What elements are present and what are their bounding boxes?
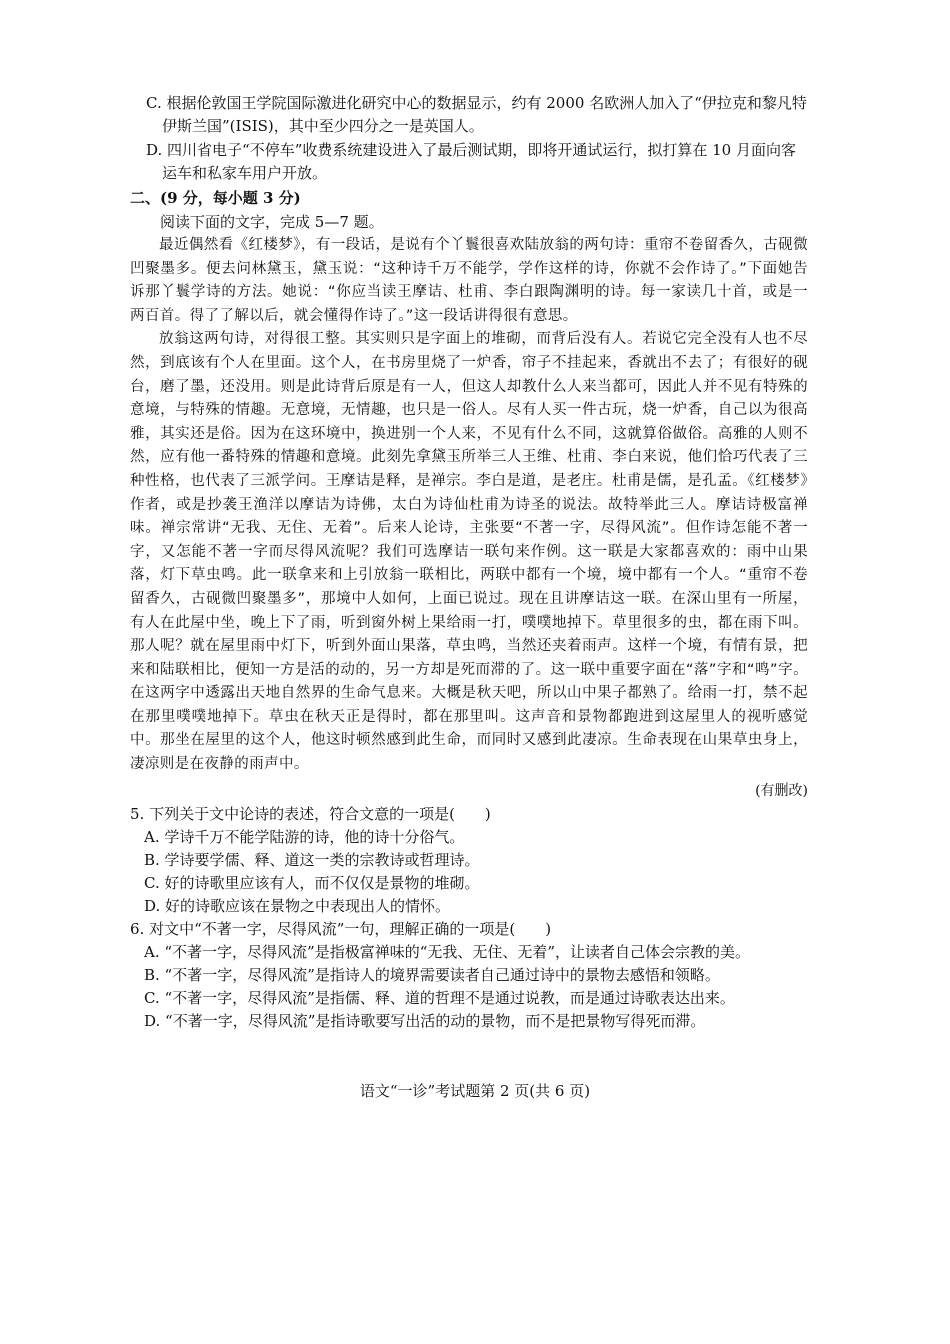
question-6-option-a: A. “不著一字，尽得风流”是指极富禅味的“无我、无住、无着”，让读者自己体会宗教的美。 bbox=[144, 942, 751, 961]
question-6-option-c: C. “不著一字，尽得风流”是指儒、释、道的哲理不是通过说教，而是通过诗歌表达出来。 bbox=[144, 988, 735, 1007]
question-6-option-d: D. “不著一字，尽得风流”是指诗歌要写出活的动的景物，而不是把景物写得死而滞。 bbox=[144, 1011, 706, 1030]
previous-question-options bbox=[130, 92, 808, 185]
question-6-stem: 6. 对文中“不著一字，尽得风流”一句，理解正确的一项是( ) bbox=[130, 919, 552, 938]
option-c: C. 根据伦敦国王学院国际激进化研究中心的数据显示，约有 2000 名欧洲人加入了“伊拉克和黎凡特伊斯兰国”(ISIS)，其中至少四分之一是英国人。 bbox=[146, 94, 807, 135]
question-5-stem: 5. 下列关于文中论诗的表述，符合文意的一项是( ) bbox=[130, 804, 491, 823]
source-note: (有删改) bbox=[755, 782, 808, 799]
page-footer: 语文“一诊”考试题第 2 页(共 6 页) bbox=[359, 1082, 591, 1100]
question-5-option-d: D. 好的诗歌应该在景物之中表现出人的情怀。 bbox=[144, 896, 451, 915]
question-5-option-a: A. 学诗千万不能学陆游的诗，他的诗十分俗气。 bbox=[144, 827, 465, 846]
reading-instruction: 阅读下面的文字，完成 5—7 题。 bbox=[160, 213, 384, 231]
option-d: D. 四川省电子“不停车”收费系统建设进入了最后测试期，即将开通试运行，拟打算在 10 月面向客运车和私家车用户开放。 bbox=[146, 141, 796, 182]
passage-paragraph-1: 最近偶然看《红楼梦》，有一段话，是说有个丫鬟很喜欢陆放翁的两句诗：重帘不卷留香久，古砚微凹聚墨多。便去问林黛玉，黛玉说：“这种诗千万不能学，学作这样的诗，你就不会作诗了。”下面她告诉那丫鬟学诗的方法。她说：“你应当读王摩诘、杜甫、李白跟陶渊明的诗。每一家读几十首，或是一两百首。得了了解以后，就会懂得作诗了。”这一段话讲得很有意思。 bbox=[130, 237, 808, 324]
question-5-option-c: C. 好的诗歌里应该有人，而不仅仅是景物的堆砌。 bbox=[144, 873, 480, 892]
passage-paragraph-2: 放翁这两句诗，对得很工整。其实则只是字面上的堆砌，而背后没有人。若说它完全没有人也不尽然，到底该有个人在里面。这个人，在书房里烧了一炉香，帘子不挂起来，香就出不去了；有很好的砚台，磨了墨，还没用。则是此诗背后原是有一人，但这人却教什么人来当都可，因此人并不见有特殊的意境，与特殊的情趣。无意境，无情趣，也只是一俗人。尽有人买一件古玩，烧一炉香，自己以为很高雅，其实还是俗。因为在这环境中，换进别一个人来，不见有什么不同，这就算俗做俗。高雅的人则不然，应有他一番特殊的情趣和意境。此刻先拿黛玉所举三人王维、杜甫、李白来说，他们恰巧代表了三种性格，也代表了三派学问。王摩诘是释，是禅宗。李白是道，是老庄。杜甫是儒，是孔孟。《红楼梦》作者，或是抄袭王渔洋以摩诘为诗佛，太白为诗仙杜甫为诗圣的说法。故特举此三人。摩诘诗极富禅味。禅宗常讲“无我、无住、无着”。后来人论诗，主张要“不著一字，尽得风流”。但作诗怎能不著一字，又怎能不著一字而尽得风流呢？我们可选摩诘一联句来作例。这一联是大家都喜欢的：雨中山果落，灯下草虫鸣。此一联拿来和上引放翁一联相比，两联中都有一个境，境中都有一个人。“重帘不卷留香久，古砚微凹聚墨多”，那境中人如何，上面已说过。现在且讲摩诘这一联。在深山里有一所屋，有人在此屋中坐，晚上下了雨，听到窗外树上果给雨一打，噗噗地掉下。草里很多的虫，都在雨下叫。那人呢？就在屋里雨中灯下，听到外面山果落，草虫鸣，当然还夹着雨声。这样一个境，有情有景，把来和陆联相比，便知一方是活的动的，另一方却是死而滞的了。这一联中重要字面在“落”字和“鸣”字。在这两字中透露出天地自然界的生命气息来。大概是秋天吧，所以山中果子都熟了。给雨一打，禁不起在那里噗噗地掉下。草虫在秋天正是得时，都在那里叫。这声音和景物都跑进到这屋里人的视听感觉中。那坐在屋里的这个人，他这时顿然感到此生命，而同时又感到此凄凉。生命表现在山果草虫身上，凄凉则是在夜静的雨声中。 bbox=[130, 331, 808, 773]
question-6 bbox=[130, 918, 808, 1033]
section-heading: 二、(9 分，每小题 3 分) bbox=[130, 189, 301, 207]
question-5 bbox=[130, 803, 808, 918]
question-6-option-b: B. “不著一字，尽得风流”是指诗人的境界需要读者自己通过诗中的景物去感悟和领略。 bbox=[144, 965, 720, 984]
exam-page bbox=[130, 92, 808, 1033]
question-5-option-b: B. 学诗要学儒、释、道这一类的宗教诗或哲理诗。 bbox=[144, 850, 480, 869]
reading-passage bbox=[130, 234, 808, 803]
